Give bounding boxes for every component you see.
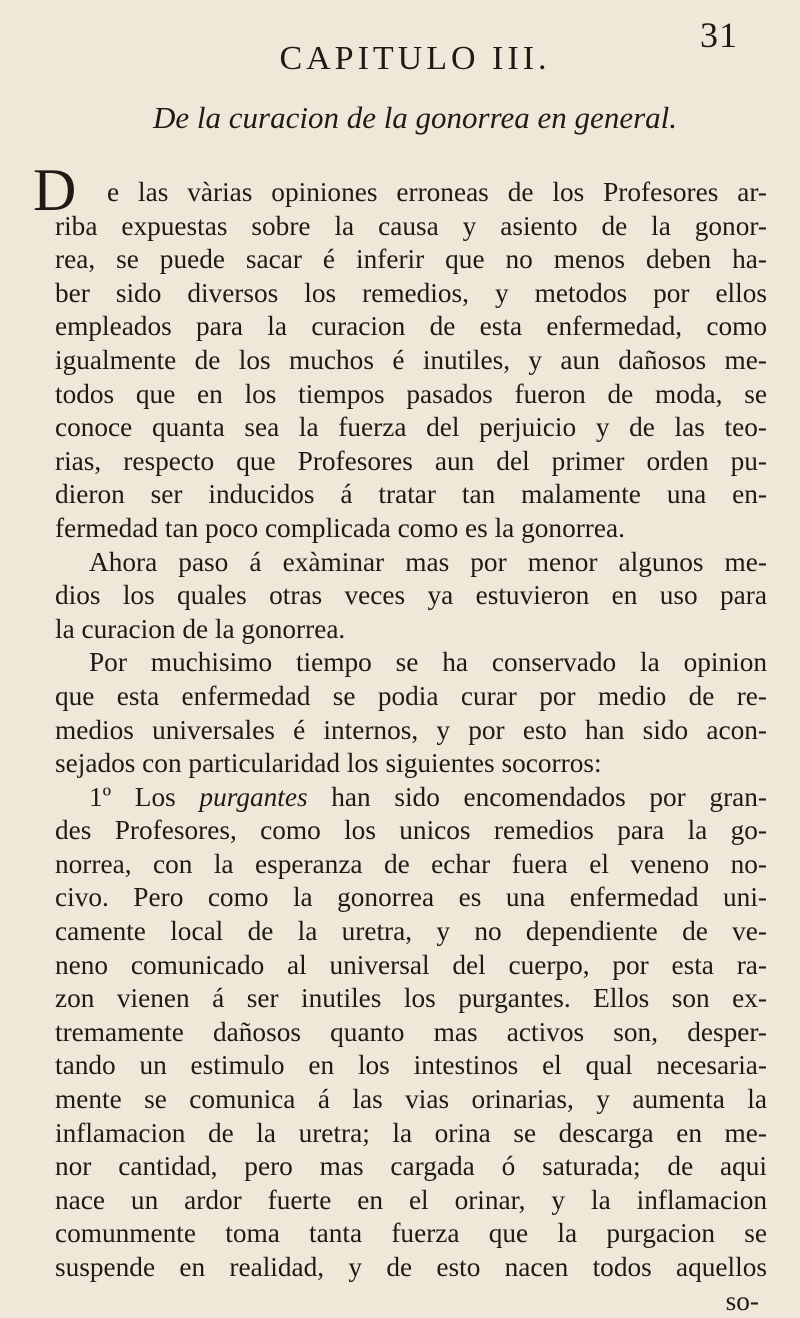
text-line: Por muchisimo tiempo se ha conservado la opinion (89, 647, 767, 678)
text-line: comunmente toma tanta fuerza que la purgacion se (55, 1218, 767, 1249)
text-line: des Profesores, como los unicos remedios para la go- (55, 815, 767, 846)
text-line: inflamacion de la uretra; la orina se descarga en me- (55, 1117, 767, 1148)
text-line: norrea, con la esperanza de echar fuera el veneno no- (55, 848, 767, 879)
text-line: camente local de la uretra, y no dependiente de ve- (55, 916, 767, 947)
italic-term: purgantes (199, 781, 308, 812)
body-text (33, 157, 768, 1318)
text-line: rea, se puede sacar é inferir que no menos deben ha- (55, 244, 767, 275)
text-line: nace un ardor fuerte en el orinar, y la inflamacion (55, 1184, 767, 1215)
text-line: civo. Pero como la gonorrea es una enfermedad uni- (55, 882, 767, 913)
text-line: sejados con particularidad los siguientes socorros: (55, 748, 602, 779)
text-line: nor cantidad, pero mas cargada ó saturada; de aqui (55, 1151, 767, 1182)
page-number: 31 (700, 15, 738, 55)
text-line: e las vàrias opiniones erroneas de los Profesores ar- (107, 177, 767, 207)
text-line: ber sido diversos los remedios, y metodos por ellos (55, 277, 767, 308)
text-line: rias, respecto que Profesores aun del primer orden pu- (55, 445, 767, 476)
text-line: suspende en realidad, y de esto nacen todos aquellos (55, 1252, 767, 1282)
text-line: dieron ser inducidos á tratar tan malamente una en- (55, 479, 767, 510)
text-line: medios universales é internos, y por esto han sido acon- (55, 714, 767, 745)
text-line: todos que en los tiempos pasados fueron de moda, se (55, 378, 767, 409)
text-line: zon vienen á ser inutiles los purgantes. Ellos son ex- (55, 983, 767, 1014)
text-fragment: Los (134, 781, 176, 812)
text-line: conoce quanta sea la fuerza del perjuicio y de las teo- (55, 412, 767, 443)
text-line: la curacion de la gonorrea. (55, 613, 346, 644)
text-line: neno comunicado al universal del cuerpo, por esta ra- (55, 949, 767, 980)
paragraph-1-first-line (33, 157, 767, 223)
text-line: empleados para la curacion de esta enfermedad, como (55, 311, 767, 342)
text-line: fermedad tan poco complicada como es la gonorrea. (55, 512, 625, 543)
text-line: Ahora paso á exàminar mas por menor algunos me- (89, 546, 767, 577)
catchword-text: so- (725, 1285, 759, 1316)
chapter-subtitle: De la curacion de la gonorrea en general. (152, 100, 678, 135)
text-line: dios los quales otras veces ya estuvieron en uso para (55, 580, 767, 611)
text-line: igualmente de los muchos é inutiles, y aun dañosos me- (55, 344, 767, 375)
text-fragment: han sido encomendados por gran- (331, 781, 768, 812)
chapter-heading: CAPITULO III. (279, 40, 551, 77)
drop-cap: D (33, 157, 77, 223)
text-line: mente se comunica á las vias orinarias, y aumenta la (55, 1084, 767, 1115)
paragraph-4-first-line (55, 781, 767, 815)
item-marker: 1º (89, 781, 112, 812)
text-line: tremamente dañosos quanto mas activos son, desper- (55, 1016, 767, 1047)
catchword (55, 1285, 767, 1318)
text-line: que esta enfermedad se podia curar por medio de re- (55, 680, 767, 711)
text-line: tando un estimulo en los intestinos el qual necesaria- (55, 1050, 767, 1081)
text-line: riba expuestas sobre la causa y asiento de la gonor- (55, 210, 767, 241)
